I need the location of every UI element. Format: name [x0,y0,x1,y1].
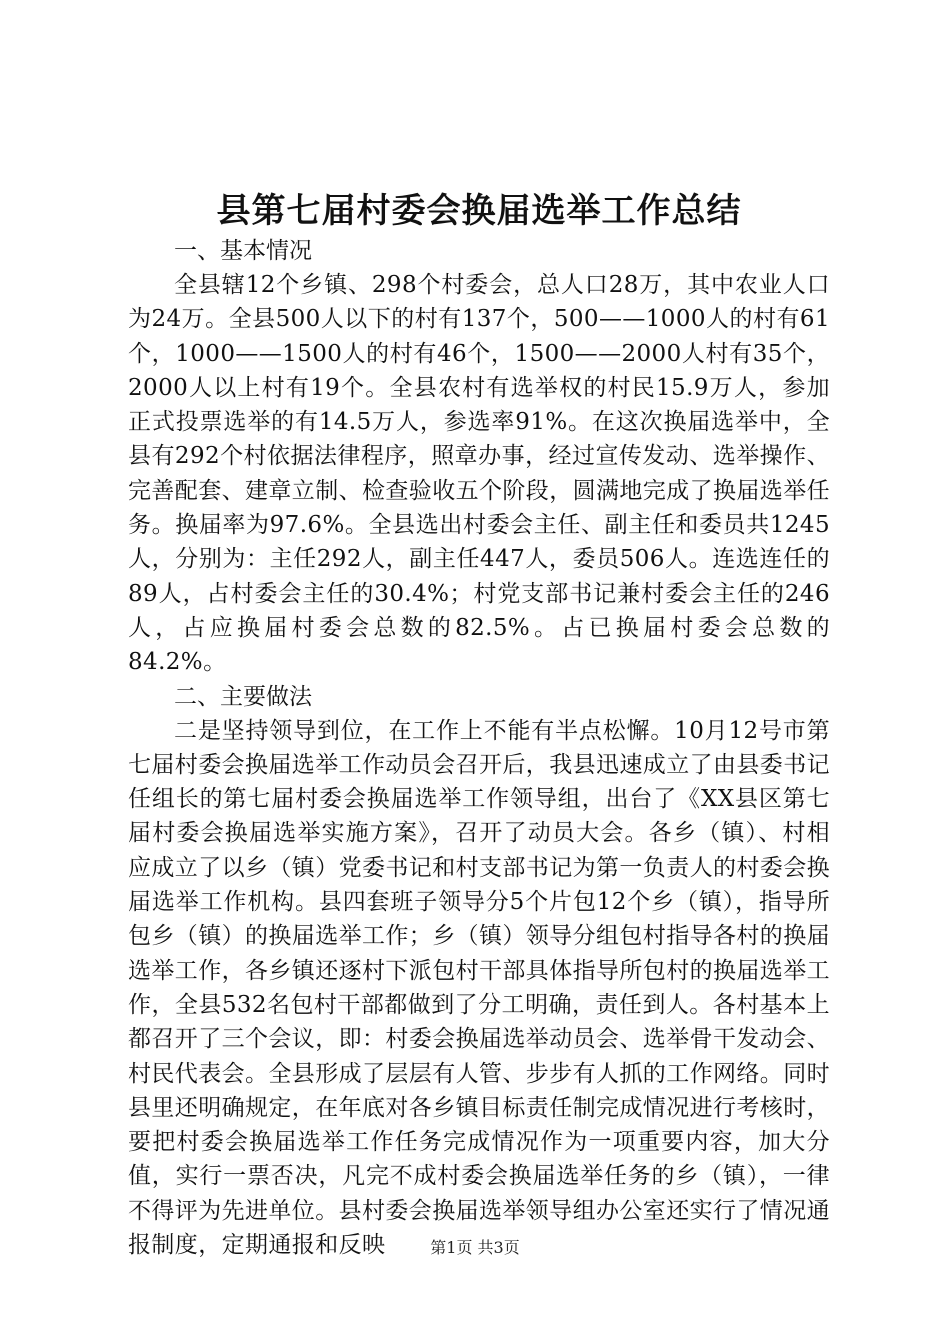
section-paragraph-methods: 二是坚持领导到位，在工作上不能有半点松懈。10月12号市第七届村委会换届选举工作动员会召开后，我县迅速成立了由县委书记任组长的第七届村委会换届选举工作领导组，出台了《XX县区第七届村委会换届选举实施方案》，召开了动员大会。各乡（镇）、村相应成立了以乡（镇）党委书记和村支部书记为第一负责人的村委会换届选举工作机构。县四套班子领导分5个片包12个乡（镇），指导所包乡（镇）的换届选举工作；乡（镇）领导分组包村指导各村的换届选举工作，各乡镇还逐村下派包村干部具体指导所包村的换届选举工作，全县532名包村干部都做到了分工明确，责任到人。各村基本上都召开了三个会议，即：村委会换届选举动员会、选举骨干发动会、村民代表会。全县形成了层层有人管、步步有人抓的工作网络。同时县里还明确规定，在年底对各乡镇目标责任制完成情况进行考核时，要把村委会换届选举工作任务完成情况作为一项重要内容，加大分值，实行一票否决，凡完不成村委会换届选举任务的乡（镇），一律不得评为先进单位。县村委会换届选举领导组办公室还实行了情况通报制度，定期通报和反映 [128,717,830,1259]
section-paragraph-basic: 全县辖12个乡镇、298个村委会，总人口28万，其中农业人口为24万。全县500人以下的村有137个，500——1000人的村有61个，1000——1500人的村有46个，1500——2000人村有35个，2000人以上村有19个。全县农村有选举权的村民15.9万人，参加正式投票选举的有14.5万人，参选率91%。在这次换届选举中，全县有292个村依据法律程序，照章办事，经过宣传发动、选举操作、完善配套、建章立制、检查验收五个阶段，圆满地完成了换届选举任务。换届率为97.6%。全县选出村委会主任、副主任和委员共1245人，分别为：主任292人，副主任447人，委员506人。连选连任的89人，占村委会主任的30.4%；村党支部书记兼村委会主任的246人，占应换届村委会总数的82.5%。占已换届村委会总数的84.2%。 [128,272,830,676]
page-number-footer: 第1页 共3页 [430,1238,520,1257]
section-heading-methods: 二、主要做法 [174,683,312,710]
document-title: 县第七届村委会换届选举工作总结 [216,191,742,231]
section-heading-basic: 一、基本情况 [174,238,312,264]
document-body [128,188,830,1262]
